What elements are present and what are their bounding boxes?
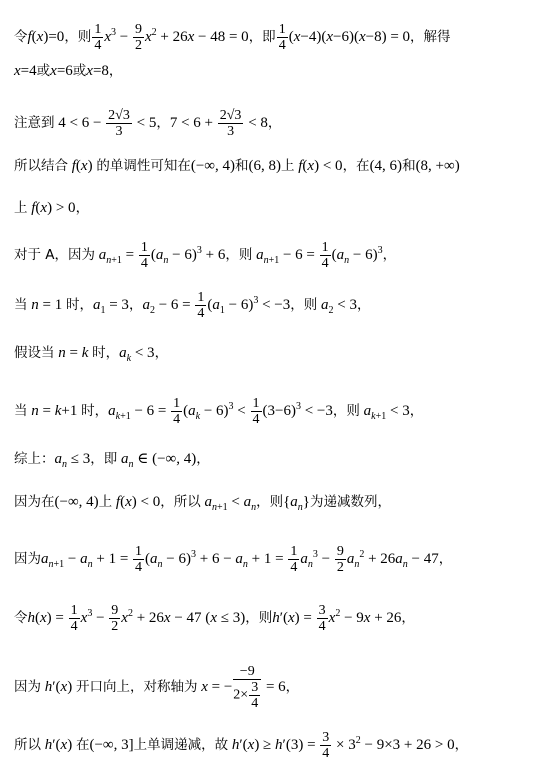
text-line-1: 令f(x)=0，则 $\frac{1}{4}$ $x^3$ − $\frac{9}{2}$ $x^2 + 26x - 48 = 0$，即 $\frac{1}{4}$ (x−4)(x−6)(x−8) = 0，解得 xyxy=(14,22,451,53)
text-line-8: 假设当 n = k 时，$a_k < 3$， xyxy=(14,345,169,364)
text-line-9: 当 n = k+1 时，$a_{k+1} - 6$ = $\frac{1}{4}$ $(a_k - 6)^3$ < $\frac{1}{4}$ $(3-6)^3 < -3$，则 $a_{k+1} < 3$， xyxy=(14,396,424,427)
text-line-5: 上 f(x) > 0， xyxy=(14,200,90,216)
text-line-4: 所以结合 f(x) 的单调性可知在(−∞, 4)和(6, 8)上 f(x) < 0，在(4, 6)和(8, +∞) xyxy=(14,158,460,174)
text-line-3: 注意到 4 < 6 − $\frac{2√3}{3}$ < 5，7 < 6 + $\frac{2√3}{3}$ < 8， xyxy=(14,108,282,139)
text-line-6: 对于 A，因为 $a_{n+1}$ = $\frac{1}{4}$ $(a_n - 6)^3 + 6$，则 $a_{n+1} - 6$ = $\frac{1}{4}$ $(a_n - 6)^3$， xyxy=(14,240,397,271)
text-line-15: 所以 h′(x) 在(−∞, 3]上单调递减，故 h′(x) ≥ h′(3) = $\frac{3}{4}$ × $3^2 - 9\times 3 + 26 > 0$， xyxy=(14,730,469,761)
text-line-10: 综上：$a_n \le 3$，即 $a_n$ ∈ (−∞, 4)， xyxy=(14,451,210,470)
text-line-2: x=4或x=6或x=8， xyxy=(14,63,123,79)
text-line-7: 当 n = 1 时，$a_1 = 3$，$a_2 - 6$ = $\frac{1}{4}$ $(a_1 - 6)^3 < -3$，则 $a_2 < 3$， xyxy=(14,290,371,321)
text-line-12: 因为$a_{n+1} - a_n + 1$ = $\frac{1}{4}$ $(a_n - 6)^3 + 6 - a_n + 1$ = $\frac{1}{4}$ $a_n^3$ − $\frac{9}{2}$ $a_n^2 + 26a_n - 47$， xyxy=(14,544,453,575)
text-mirror xyxy=(0,0,1,1)
text-line-13: 令h(x) = $\frac{1}{4}$ $x^3$ − $\frac{9}{2}$ $x^2 + 26x - 47$ (x ≤ 3)，则h′(x) = $\frac{3}{4}$ $x^2 - 9x + 26$， xyxy=(14,603,415,634)
text-line-14: 因为 h′(x) 开口向上，对称轴为 x = − −9 2× $\frac{3}{4}$ = 6， xyxy=(14,664,300,711)
text-line-11: 因为在(−∞, 4)上 f(x) < 0，所以 $a_{n+1} < a_n$，则$\{a_n\}$为递减数列， xyxy=(14,494,391,513)
